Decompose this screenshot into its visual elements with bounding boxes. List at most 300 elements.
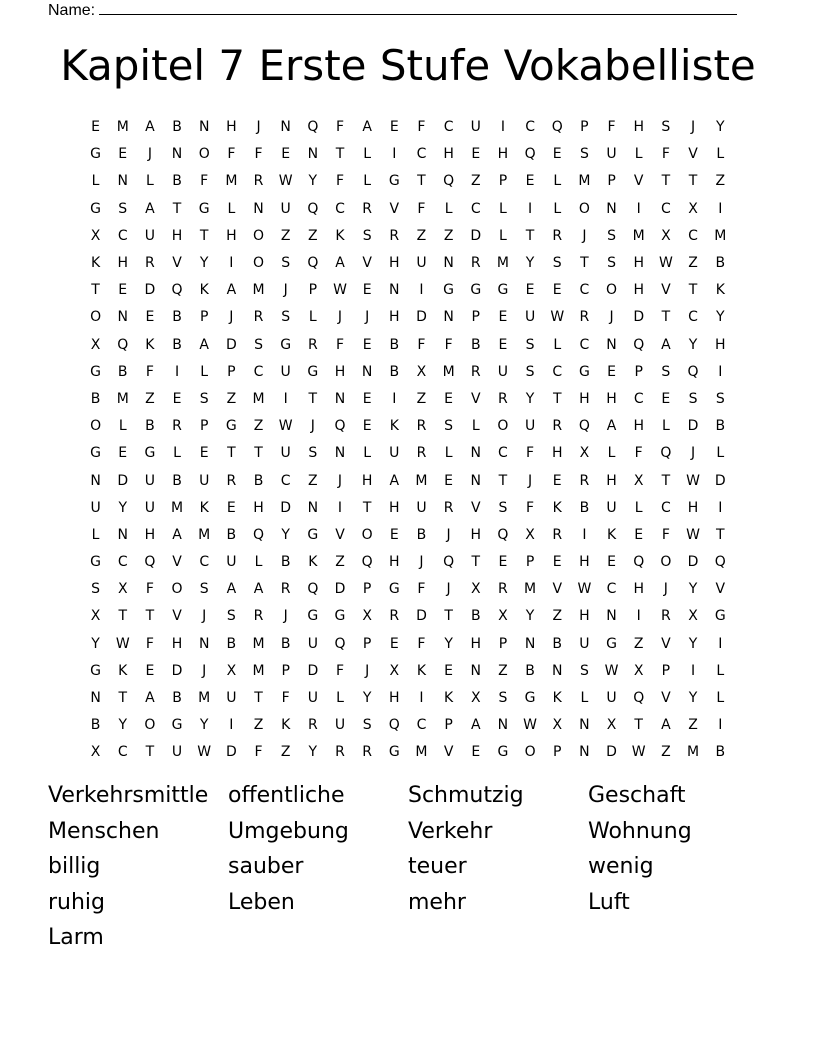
grid-letter: T	[91, 282, 100, 299]
grid-letter: H	[606, 390, 617, 407]
grid-letter: W	[333, 282, 347, 299]
grid-letter: M	[686, 744, 700, 761]
grid-letter: Y	[688, 336, 698, 353]
grid-letter: I	[500, 119, 505, 136]
grid-letter: L	[308, 309, 317, 326]
grid-letter: S	[226, 608, 236, 625]
grid-letter: C	[525, 119, 535, 136]
grid-letter: N	[470, 472, 481, 489]
grid-letter: K	[281, 717, 291, 734]
grid-letter: H	[171, 635, 183, 652]
grid-letter: W	[115, 635, 130, 652]
grid-letter: N	[334, 390, 346, 407]
grid-letter: D	[334, 581, 346, 598]
grid-letter: R	[226, 472, 237, 489]
grid-letter: X	[90, 744, 101, 761]
grid-letter: S	[607, 255, 616, 272]
grid-letter: E	[661, 390, 671, 407]
grid-letter: Z	[335, 554, 345, 571]
grid-row	[82, 495, 734, 522]
grid-letter: K	[715, 282, 725, 299]
grid-letter: C	[416, 146, 427, 163]
grid-letter: R	[307, 717, 318, 734]
grid-letter: Y	[444, 635, 453, 652]
grid-letter: P	[607, 173, 616, 190]
grid-letter: L	[444, 200, 453, 217]
grid-row	[82, 114, 734, 141]
grid-letter: D	[416, 309, 427, 326]
grid-letter: O	[253, 227, 265, 244]
grid-letter: X	[362, 608, 372, 625]
grid-letter: Z	[688, 717, 698, 734]
grid-letter: P	[471, 309, 480, 326]
grid-letter: B	[552, 635, 563, 652]
grid-letter: L	[499, 200, 507, 217]
grid-letter: Q	[253, 526, 265, 543]
grid-letter: T	[308, 390, 318, 407]
grid-row	[82, 467, 734, 494]
grid-letter: V	[335, 526, 345, 543]
grid-letter: Z	[416, 227, 427, 244]
grid-letter: Q	[633, 336, 645, 353]
grid-letter: M	[524, 581, 537, 598]
grid-letter: K	[199, 499, 209, 516]
grid-letter: S	[362, 717, 372, 734]
grid-letter: D	[171, 662, 183, 679]
grid-letter: G	[90, 554, 101, 571]
grid-letter: O	[606, 282, 618, 299]
grid-letter: H	[715, 336, 726, 353]
grid-letter: N	[198, 635, 210, 652]
grid-letter: V	[172, 255, 182, 272]
grid-letter: V	[470, 390, 481, 407]
grid-letter: Y	[525, 608, 535, 625]
grid-letter: M	[198, 526, 211, 543]
grid-letter: R	[579, 309, 590, 326]
grid-row	[82, 576, 734, 603]
grid-letter: C	[633, 390, 644, 407]
grid-letter: H	[606, 472, 617, 489]
grid-letter: Q	[388, 717, 400, 734]
grid-letter: V	[389, 200, 400, 217]
grid-letter: R	[552, 526, 563, 543]
grid-letter: H	[226, 227, 237, 244]
grid-letter: P	[227, 363, 236, 380]
grid-letter: K	[552, 499, 562, 516]
grid-letter: X	[226, 662, 237, 679]
grid-letter: L	[118, 418, 127, 435]
grid-letter: I	[718, 635, 723, 652]
grid-letter: E	[552, 282, 562, 299]
grid-letter: L	[716, 146, 725, 163]
grid-letter: J	[419, 554, 424, 571]
grid-letter: P	[281, 662, 290, 679]
grid-letter: E	[91, 119, 100, 136]
grid-letter: A	[253, 581, 264, 598]
grid-letter: F	[417, 200, 426, 217]
grid-row	[82, 631, 734, 658]
grid-letter: U	[171, 744, 183, 761]
grid-letter: B	[90, 717, 101, 734]
grid-letter: J	[582, 227, 587, 244]
grid-letter: O	[497, 418, 509, 435]
grid-letter: Z	[145, 390, 155, 407]
grid-letter: E	[172, 390, 182, 407]
grid-letter: G	[307, 363, 319, 380]
grid-letter: Z	[715, 173, 726, 190]
grid-letter: N	[361, 363, 373, 380]
grid-letter: W	[658, 255, 673, 272]
grid-letter: Y	[199, 255, 209, 272]
grid-letter: G	[171, 717, 183, 734]
grid-letter: S	[199, 390, 209, 407]
grid-letter: J	[446, 526, 451, 543]
grid-letter: E	[362, 282, 372, 299]
word-list-item: teuer	[408, 854, 467, 880]
grid-letter: V	[661, 690, 671, 707]
grid-letter: S	[254, 336, 263, 353]
grid-letter: F	[526, 445, 535, 462]
grid-letter: G	[524, 690, 536, 707]
grid-letter: L	[580, 690, 589, 707]
grid-letter: M	[632, 227, 645, 244]
grid-letter: H	[389, 255, 400, 272]
grid-letter: B	[389, 363, 400, 380]
grid-letter: R	[307, 336, 318, 353]
grid-letter: M	[252, 635, 265, 652]
name-label: Name:	[48, 2, 96, 19]
grid-letter: P	[498, 635, 508, 652]
grid-letter: J	[310, 418, 315, 435]
grid-letter: S	[91, 581, 101, 598]
grid-letter: A	[199, 336, 209, 353]
grid-letter: S	[498, 690, 508, 707]
grid-letter: P	[525, 554, 535, 571]
grid-letter: A	[661, 717, 671, 734]
grid-letter: K	[389, 418, 399, 435]
grid-letter: E	[444, 472, 454, 489]
grid-letter: U	[307, 635, 318, 652]
grid-letter: N	[606, 336, 617, 353]
grid-row	[82, 196, 734, 223]
grid-letter: G	[307, 608, 319, 625]
grid-letter: V	[661, 282, 671, 299]
grid-letter: S	[525, 336, 535, 353]
grid-row	[82, 685, 734, 712]
grid-letter: C	[470, 200, 481, 217]
grid-letter: I	[718, 363, 723, 380]
grid-letter: O	[660, 554, 672, 571]
grid-letter: F	[254, 146, 263, 163]
grid-letter: V	[552, 581, 563, 598]
grid-row	[82, 223, 734, 250]
grid-letter: T	[118, 608, 128, 625]
word-list	[48, 778, 788, 956]
grid-letter: E	[471, 146, 481, 163]
grid-letter: L	[173, 445, 181, 462]
grid-letter: P	[199, 418, 209, 435]
grid-letter: H	[633, 282, 644, 299]
grid-letter: T	[661, 472, 671, 489]
grid-letter: X	[688, 608, 698, 625]
word-list-item: Verkehr	[408, 818, 493, 844]
grid-letter: S	[661, 363, 671, 380]
grid-letter: M	[496, 255, 509, 272]
grid-letter: H	[470, 635, 482, 652]
grid-letter: G	[307, 526, 319, 543]
grid-letter: A	[145, 200, 155, 217]
grid-letter: H	[389, 554, 400, 571]
grid-letter: U	[280, 445, 291, 462]
word-list-item: Luft	[588, 889, 630, 915]
grid-letter: N	[280, 119, 291, 136]
grid-letter: E	[281, 146, 291, 163]
grid-letter: R	[253, 173, 264, 190]
grid-letter: Q	[633, 690, 645, 707]
grid-letter: M	[442, 363, 455, 380]
grid-letter: K	[90, 255, 101, 272]
grid-letter: T	[254, 445, 263, 462]
grid-letter: Y	[281, 526, 290, 543]
word-list-item: Verkehrsmittle	[48, 783, 209, 808]
grid-letter: J	[202, 608, 207, 625]
grid-letter: W	[604, 662, 619, 679]
grid-letter: F	[661, 526, 670, 543]
grid-letter: N	[470, 662, 481, 679]
grid-letter: E	[362, 418, 372, 435]
grid-letter: L	[661, 418, 670, 435]
grid-letter: X	[633, 662, 644, 679]
grid-letter: Z	[226, 390, 237, 407]
grid-letter: S	[308, 445, 318, 462]
grid-letter: J	[256, 119, 261, 136]
grid-letter: J	[337, 472, 343, 489]
word-list-item: billig	[48, 854, 101, 880]
grid-letter: M	[415, 744, 428, 761]
grid-letter: K	[118, 662, 128, 679]
grid-letter: T	[118, 690, 128, 707]
grid-row	[82, 141, 734, 168]
grid-letter: F	[335, 173, 345, 190]
grid-letter: C	[579, 282, 590, 299]
grid-letter: Q	[633, 554, 645, 571]
grid-letter: N	[443, 309, 454, 326]
grid-letter: R	[253, 309, 264, 326]
grid-letter: Q	[307, 119, 319, 136]
grid-letter: B	[226, 526, 237, 543]
grid-letter: N	[253, 200, 264, 217]
grid-letter: H	[633, 119, 644, 136]
grid-letter: G	[388, 744, 400, 761]
grid-letter: H	[633, 418, 644, 435]
grid-letter: C	[416, 717, 427, 734]
grid-letter: U	[226, 690, 237, 707]
grid-letter: R	[470, 255, 481, 272]
grid-letter: E	[226, 499, 236, 516]
grid-row	[82, 386, 734, 413]
grid-letter: E	[634, 526, 644, 543]
grid-letter: F	[417, 336, 426, 353]
grid-letter: G	[388, 581, 400, 598]
grid-letter: W	[197, 744, 212, 761]
grid-letter: H	[117, 255, 128, 272]
grid-row	[82, 413, 734, 440]
grid-row	[82, 603, 734, 630]
grid-letter: O	[578, 200, 590, 217]
grid-letter: F	[444, 336, 453, 353]
grid-letter: R	[416, 445, 427, 462]
grid-letter: B	[172, 173, 182, 190]
grid-letter: K	[416, 662, 427, 679]
grid-letter: Q	[660, 445, 672, 462]
grid-letter: K	[199, 282, 209, 299]
grid-letter: Y	[716, 309, 725, 326]
grid-letter: T	[661, 173, 671, 190]
grid-letter: T	[444, 608, 453, 625]
grid-letter: E	[607, 554, 616, 571]
grid-letter: F	[254, 744, 263, 761]
grid-letter: Z	[308, 472, 318, 489]
grid-letter: H	[171, 227, 183, 244]
grid-letter: G	[144, 445, 156, 462]
grid-letter: E	[552, 554, 562, 571]
grid-letter: I	[582, 526, 587, 543]
grid-letter: I	[419, 690, 424, 707]
grid-letter: J	[446, 581, 451, 598]
grid-letter: T	[716, 526, 725, 543]
grid-letter: E	[389, 635, 399, 652]
grid-letter: Q	[334, 635, 346, 652]
grid-letter: S	[444, 418, 454, 435]
grid-letter: Z	[661, 744, 671, 761]
grid-letter: I	[636, 608, 641, 625]
grid-letter: D	[633, 309, 645, 326]
grid-letter: D	[307, 662, 319, 679]
grid-letter: H	[253, 499, 264, 516]
grid-letter: J	[229, 309, 234, 326]
grid-letter: F	[145, 363, 154, 380]
grid-letter: X	[606, 717, 617, 734]
grid-letter: Q	[714, 554, 726, 571]
grid-letter: W	[523, 717, 537, 734]
grid-letter: Q	[443, 554, 455, 571]
grid-letter: T	[145, 744, 155, 761]
grid-letter: U	[416, 499, 427, 516]
grid-letter: D	[225, 336, 237, 353]
grid-letter: S	[661, 119, 671, 136]
grid-letter: G	[714, 608, 726, 625]
grid-letter: V	[172, 554, 182, 571]
grid-letter: F	[526, 499, 535, 516]
grid-row	[82, 168, 734, 195]
grid-letter: Y	[362, 690, 372, 707]
grid-letter: A	[145, 690, 155, 707]
grid-letter: E	[552, 472, 562, 489]
grid-letter: Q	[307, 200, 319, 217]
grid-letter: T	[335, 146, 345, 163]
grid-letter: N	[606, 200, 617, 217]
grid-letter: Y	[688, 690, 698, 707]
grid-letter: T	[172, 200, 182, 217]
grid-letter: A	[389, 472, 400, 489]
grid-letter: G	[443, 282, 455, 299]
grid-letter: F	[200, 173, 209, 190]
grid-letter: A	[226, 581, 237, 598]
grid-letter: F	[417, 119, 426, 136]
grid-letter: T	[525, 227, 535, 244]
grid-letter: R	[335, 744, 345, 761]
grid-letter: N	[117, 526, 128, 543]
grid-letter: B	[715, 744, 726, 761]
grid-letter: Q	[117, 336, 129, 353]
grid-letter: D	[144, 282, 156, 299]
grid-letter: Z	[253, 717, 264, 734]
grid-letter: E	[498, 554, 508, 571]
grid-letter: Q	[171, 282, 183, 299]
grid-letter: T	[661, 309, 671, 326]
grid-letter: L	[145, 173, 154, 190]
grid-letter: B	[715, 255, 726, 272]
grid-letter: F	[661, 146, 670, 163]
grid-letter: Z	[253, 418, 264, 435]
grid-letter: S	[552, 255, 562, 272]
word-list-item: Umgebung	[228, 818, 349, 844]
grid-letter: M	[198, 690, 211, 707]
grid-row	[82, 359, 734, 386]
grid-letter: O	[524, 744, 536, 761]
grid-letter: L	[553, 173, 562, 190]
grid-letter: E	[118, 282, 128, 299]
grid-letter: Q	[307, 255, 319, 272]
grid-letter: A	[335, 255, 345, 272]
grid-letter: O	[90, 418, 102, 435]
grid-letter: Z	[633, 635, 644, 652]
grid-letter: U	[307, 690, 318, 707]
grid-letter: U	[280, 200, 291, 217]
grid-letter: H	[361, 472, 373, 489]
grid-letter: R	[362, 744, 372, 761]
grid-letter: D	[714, 472, 726, 489]
grid-letter: Y	[308, 173, 318, 190]
grid-letter: M	[578, 173, 591, 190]
grid-letter: V	[661, 635, 671, 652]
grid-letter: X	[525, 526, 535, 543]
grid-letter: P	[553, 744, 562, 761]
grid-letter: Z	[498, 662, 508, 679]
grid-letter: Y	[118, 717, 128, 734]
grid-letter: I	[229, 717, 234, 734]
grid-letter: L	[553, 336, 562, 353]
grid-letter: S	[579, 146, 589, 163]
grid-letter: V	[172, 608, 182, 625]
grid-letter: B	[715, 418, 726, 435]
grid-letter: T	[471, 554, 481, 571]
grid-letter: Q	[334, 418, 346, 435]
grid-letter: G	[606, 635, 617, 652]
grid-letter: X	[470, 690, 481, 707]
grid-letter: F	[417, 635, 426, 652]
grid-letter: H	[497, 146, 509, 163]
grid-letter: R	[172, 418, 182, 435]
grid-letter: L	[444, 445, 453, 462]
grid-letter: J	[663, 581, 668, 598]
grid-letter: N	[90, 690, 101, 707]
grid-letter: I	[283, 390, 288, 407]
grid-letter: H	[633, 581, 644, 598]
grid-letter: H	[389, 499, 400, 516]
grid-letter: U	[334, 717, 346, 734]
grid-letter: N	[117, 173, 128, 190]
